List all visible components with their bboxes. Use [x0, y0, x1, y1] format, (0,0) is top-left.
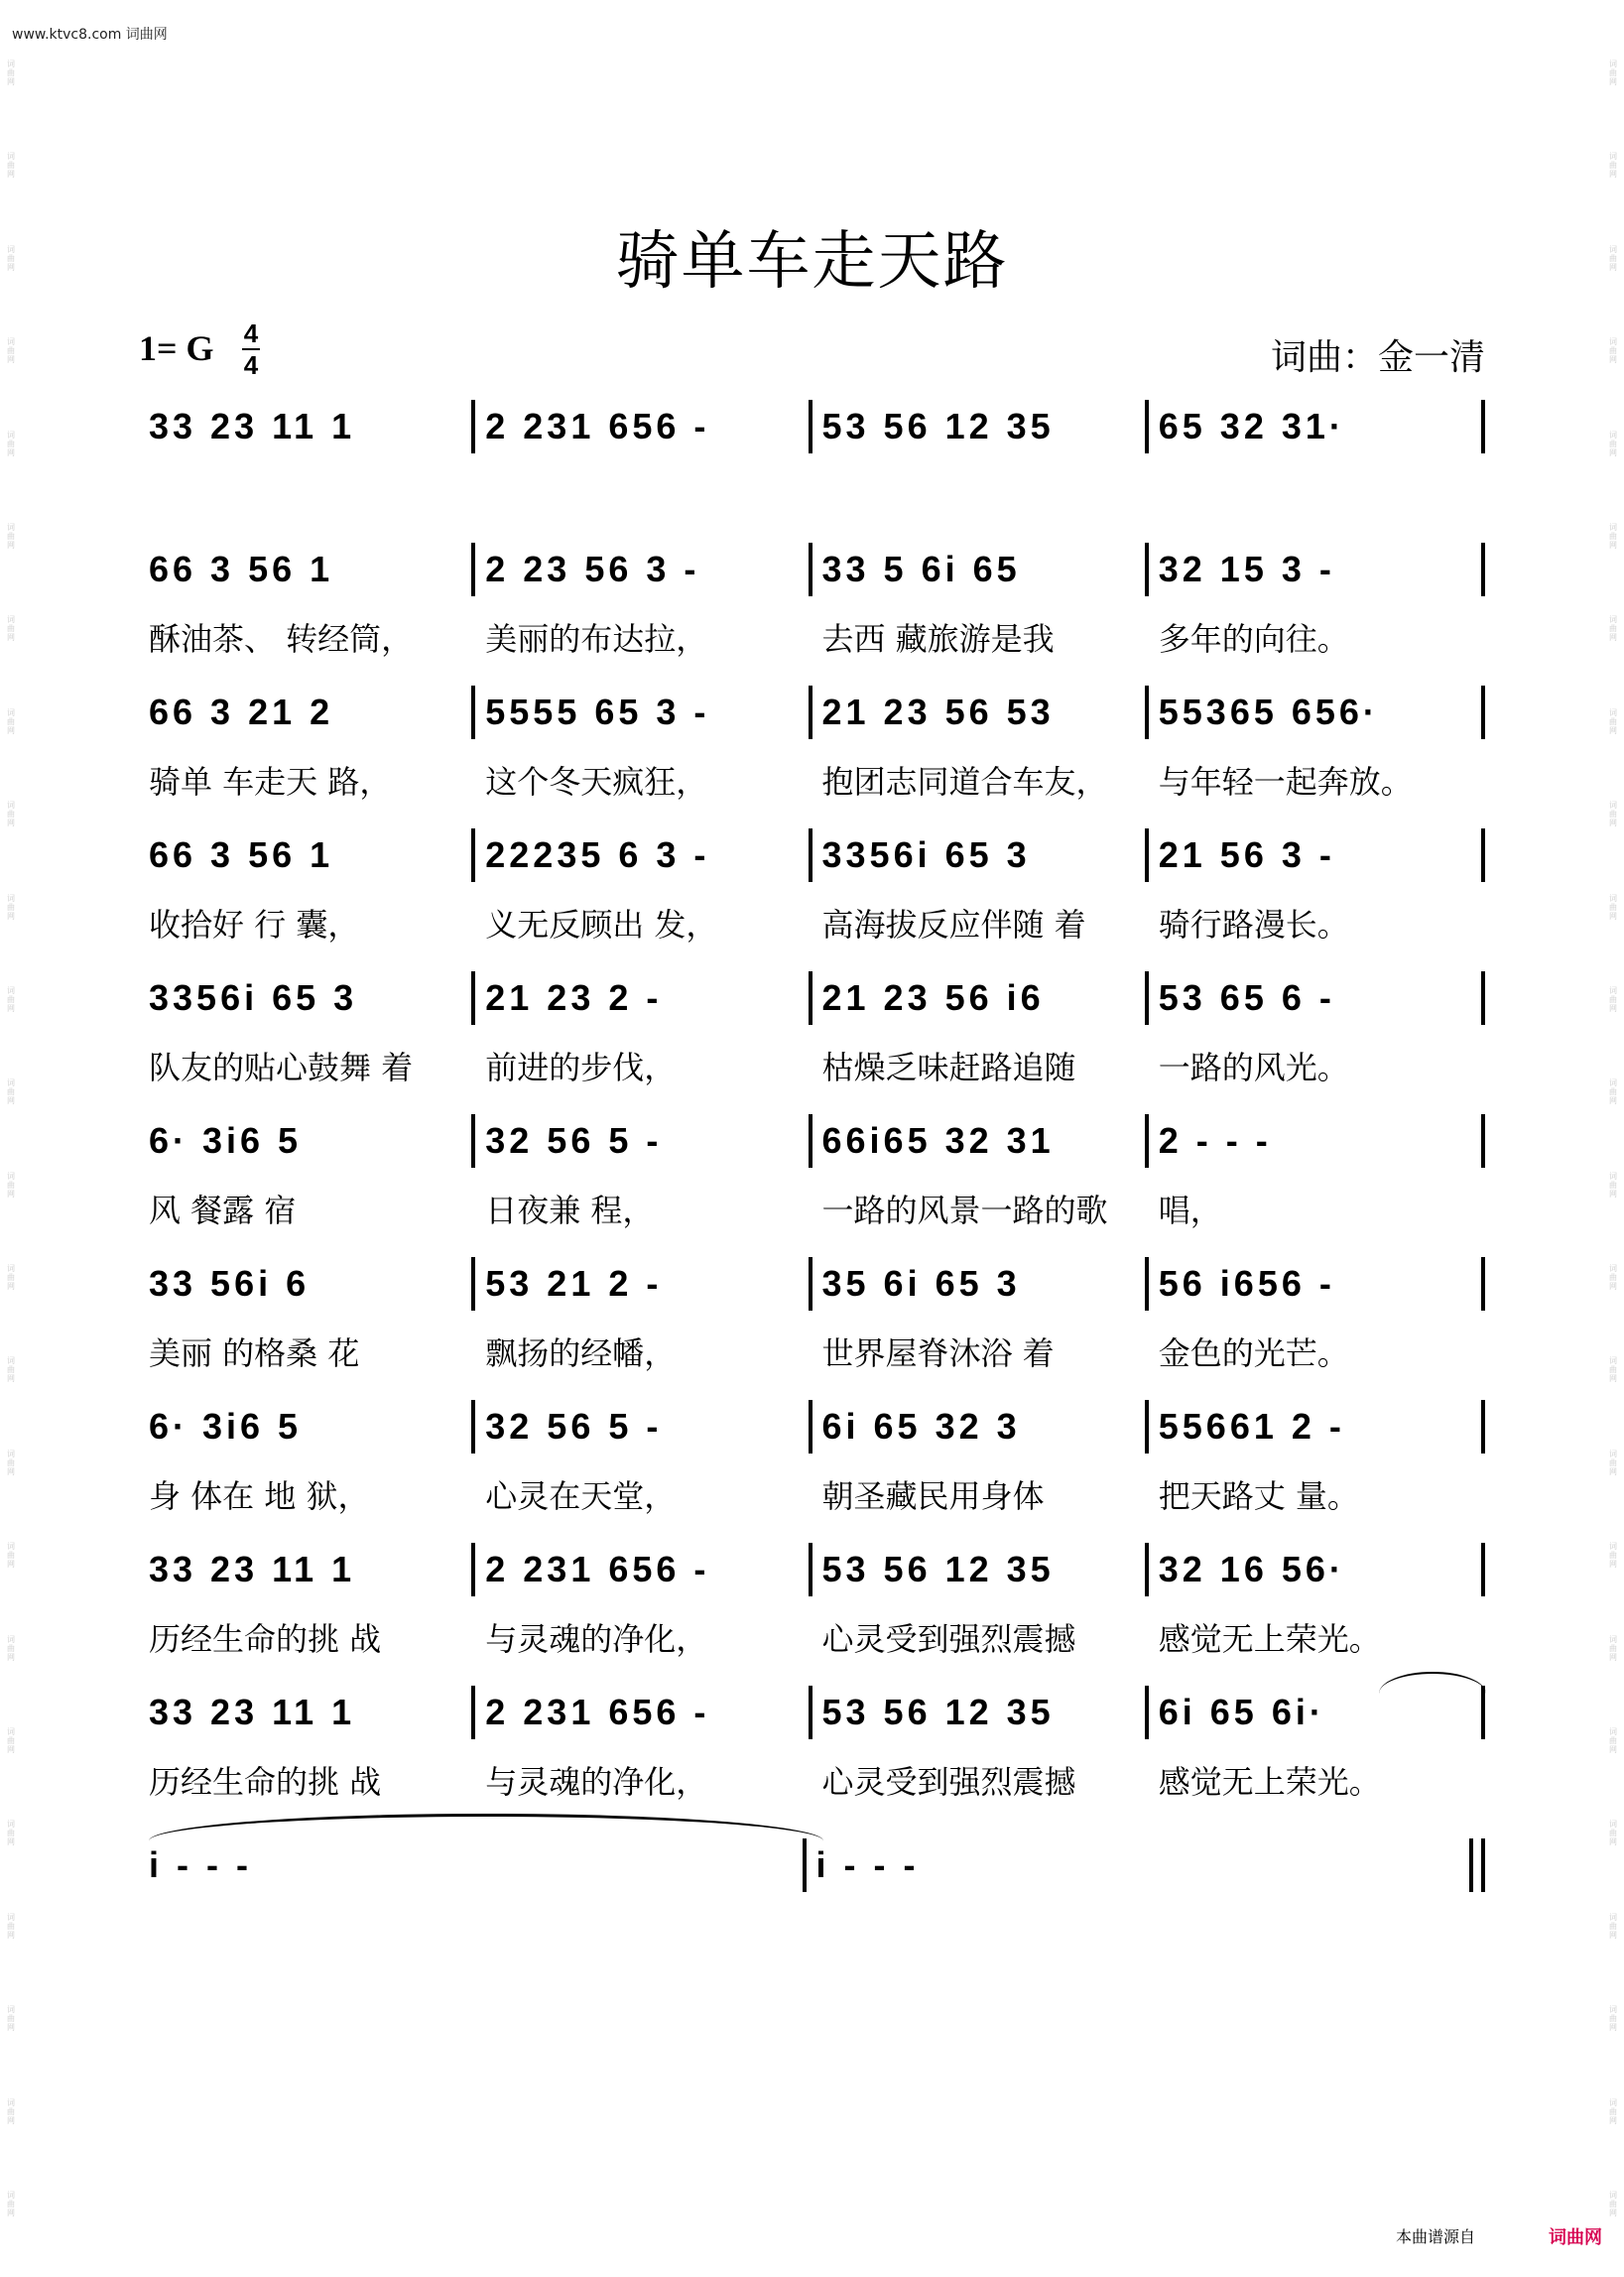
- lyric-phrase: 骑单 车走天 路，: [149, 763, 392, 801]
- watermark-mark: 词曲网: [7, 707, 15, 735]
- measure: 65 32 31·: [1158, 406, 1345, 446]
- lyric-phrase: 高海拔反应伴随 着: [821, 906, 1086, 944]
- lyric-phrase: 心灵在天堂，: [485, 1477, 677, 1515]
- watermark-mark: 词曲网: [7, 2097, 15, 2125]
- watermark-mark: 词曲网: [1609, 2097, 1617, 2125]
- left-watermark: [4, 60, 18, 2217]
- lyric-phrase: 美丽的布达拉，: [485, 620, 708, 658]
- lyric-phrase: 骑行路漫长。: [1158, 906, 1349, 944]
- measure: 21 23 56 53: [821, 692, 1055, 732]
- lyrics-line: [139, 1612, 1485, 1662]
- measure: 53 65 6 -: [1158, 977, 1335, 1018]
- barline: [1481, 1686, 1485, 1739]
- notation-line: [139, 400, 1485, 453]
- measure: 6i 65 32 3: [821, 1406, 1021, 1447]
- measure: 56 i656 -: [1158, 1263, 1335, 1304]
- lyric-phrase: 历经生命的挑 战: [149, 1620, 382, 1658]
- watermark-mark: 词曲网: [1609, 244, 1617, 272]
- lyric-phrase: 去西 藏旅游是我: [821, 620, 1055, 658]
- measure: 32 15 3 -: [1158, 549, 1335, 589]
- barline: [1481, 1543, 1485, 1596]
- site-url: www.ktvc8.com 词曲网: [12, 27, 168, 43]
- score-row: [139, 535, 1485, 678]
- score-row: [139, 392, 1485, 535]
- notation-line: [139, 1686, 1485, 1739]
- right-watermark: [1606, 60, 1620, 2217]
- lyric-phrase: 与灵魂的净化，: [485, 1620, 708, 1658]
- notation-line: [139, 1114, 1485, 1168]
- lyric-phrase: 感觉无上荣光。: [1158, 1763, 1381, 1801]
- notation-line: [139, 1400, 1485, 1454]
- measure: 53 56 12 35: [821, 1549, 1055, 1589]
- lyric-phrase: 与年轻一起奔放。: [1158, 763, 1413, 801]
- measure: 53 21 2 -: [485, 1263, 663, 1304]
- watermark-mark: 词曲网: [7, 1449, 15, 1476]
- watermark-mark: 词曲网: [7, 1820, 15, 1847]
- barline: [1481, 1257, 1485, 1311]
- lyric-phrase: 义无反顾出 发，: [485, 906, 718, 944]
- barline: [1481, 543, 1485, 596]
- measure: 5555 65 3 -: [485, 692, 710, 732]
- watermark-mark: 词曲网: [7, 1727, 15, 1755]
- watermark-mark: 词曲网: [1609, 1820, 1617, 1847]
- notation-line: [139, 686, 1485, 739]
- measure: 33 56i 6: [149, 1263, 311, 1304]
- watermark-mark: 词曲网: [7, 1912, 15, 1940]
- barline: [1481, 1400, 1485, 1454]
- score-row: [139, 1535, 1485, 1678]
- notation-line: [139, 828, 1485, 882]
- lyric-phrase: 日夜兼 程，: [485, 1192, 655, 1229]
- watermark-mark: 词曲网: [7, 244, 15, 272]
- measure: 33 23 11 1: [149, 406, 356, 446]
- measure: 22235 6 3 -: [485, 834, 710, 875]
- lyric-phrase: 与灵魂的净化，: [485, 1763, 708, 1801]
- notation-line: [139, 1257, 1485, 1311]
- score-row: [139, 678, 1485, 821]
- watermark-mark: 词曲网: [7, 522, 15, 550]
- watermark-mark: 词曲网: [7, 1078, 15, 1106]
- end-barline: [1469, 1838, 1473, 1892]
- lyrics-line: [139, 1041, 1485, 1090]
- measure: 33 5 6i 65: [821, 549, 1021, 589]
- watermark-mark: 词曲网: [1609, 1356, 1617, 1384]
- final-row: [139, 1835, 1485, 1895]
- watermark-mark: 词曲网: [1609, 985, 1617, 1013]
- measure: 21 23 2 -: [485, 977, 663, 1018]
- watermark-mark: 词曲网: [1609, 1912, 1617, 1940]
- lyric-phrase: 前进的步伐，: [485, 1049, 677, 1086]
- measure: 35 6i 65 3: [821, 1263, 1021, 1304]
- measure: 2 23 56 3 -: [485, 549, 700, 589]
- watermark-mark: 词曲网: [1609, 707, 1617, 735]
- measure: 6i 65 6i·: [1158, 1692, 1325, 1732]
- barline: [1481, 400, 1485, 453]
- score-row: [139, 821, 1485, 963]
- lyric-phrase: 风 餐露 宿: [149, 1192, 297, 1229]
- barline: [1481, 686, 1485, 739]
- watermark-mark: 词曲网: [7, 1171, 15, 1199]
- watermark-mark: 词曲网: [7, 801, 15, 828]
- watermark-mark: 词曲网: [7, 2190, 15, 2217]
- lyric-phrase: 感觉无上荣光。: [1158, 1620, 1381, 1658]
- measure: 53 56 12 35: [821, 1692, 1055, 1732]
- lyric-phrase: 心灵受到强烈震撼: [821, 1763, 1076, 1801]
- final-measure: i - - -: [149, 1844, 252, 1885]
- watermark-mark: 词曲网: [7, 152, 15, 180]
- watermark-mark: 词曲网: [1609, 1542, 1617, 1570]
- barline: [1481, 971, 1485, 1025]
- watermark-mark: 词曲网: [7, 60, 15, 86]
- lyric-phrase: 美丽 的格桑 花: [149, 1334, 360, 1372]
- score-row: [139, 1249, 1485, 1392]
- lyric-phrase: 历经生命的挑 战: [149, 1763, 382, 1801]
- measure: 32 56 5 -: [485, 1406, 663, 1447]
- final-measure: i - - -: [815, 1844, 920, 1885]
- barline: [1481, 1114, 1485, 1168]
- watermark-mark: 词曲网: [1609, 430, 1617, 457]
- watermark-mark: 词曲网: [7, 1542, 15, 1570]
- watermark-mark: 词曲网: [1609, 337, 1617, 365]
- measure: 21 56 3 -: [1158, 834, 1335, 875]
- watermark-mark: 词曲网: [1609, 893, 1617, 921]
- measure: 33 23 11 1: [149, 1692, 356, 1732]
- watermark-mark: 词曲网: [1609, 2190, 1617, 2217]
- measure: 66 3 56 1: [149, 549, 334, 589]
- lyric-phrase: 一路的风光。: [1158, 1049, 1349, 1086]
- watermark-mark: 词曲网: [1609, 60, 1617, 86]
- lyric-phrase: 唱，: [1158, 1192, 1222, 1229]
- watermark-mark: 词曲网: [7, 337, 15, 365]
- lyric-phrase: 多年的向往。: [1158, 620, 1349, 658]
- watermark-mark: 词曲网: [7, 893, 15, 921]
- score-row: [139, 1106, 1485, 1249]
- watermark-mark: 词曲网: [1609, 2005, 1617, 2033]
- key-signature: 1= G: [139, 328, 214, 368]
- lyric-phrase: 队友的贴心鼓舞 着: [149, 1049, 414, 1086]
- watermark-mark: 词曲网: [1609, 1727, 1617, 1755]
- watermark-mark: 词曲网: [1609, 1171, 1617, 1199]
- song-title: 骑单车走天路: [615, 225, 1009, 299]
- lyric-phrase: 金色的光芒。: [1158, 1334, 1349, 1372]
- lyric-phrase: 这个冬天疯狂，: [485, 763, 708, 801]
- measure: 6· 3i6 5: [149, 1406, 303, 1447]
- time-signature: [242, 319, 260, 379]
- lyrics-line: [139, 755, 1485, 805]
- measure: 21 23 56 i6: [821, 977, 1045, 1018]
- measure: 66i65 32 31: [821, 1120, 1055, 1161]
- credit: 词曲：金一清: [1270, 337, 1485, 378]
- measure: 2 - - -: [1158, 1120, 1272, 1161]
- lyrics-line: [139, 1184, 1485, 1233]
- score-row: [139, 963, 1485, 1106]
- lyric-phrase: 世界屋脊沐浴 着: [821, 1334, 1055, 1372]
- measure: 2 231 656 -: [485, 1692, 710, 1732]
- measure: 66 3 56 1: [149, 834, 334, 875]
- watermark-mark: 词曲网: [1609, 522, 1617, 550]
- notation-line: [139, 971, 1485, 1025]
- measure: 66 3 21 2: [149, 692, 334, 732]
- time-signature-bottom: 4: [243, 350, 259, 380]
- lyrics-line: [139, 1327, 1485, 1376]
- watermark-mark: 词曲网: [1609, 615, 1617, 643]
- lyric-phrase: 朝圣藏民用身体: [821, 1477, 1045, 1515]
- lyric-phrase: 身 体在 地 狱，: [149, 1477, 370, 1515]
- watermark-mark: 词曲网: [1609, 1078, 1617, 1106]
- measure: 32 16 56·: [1158, 1549, 1345, 1589]
- watermark-mark: 词曲网: [1609, 1264, 1617, 1292]
- score-row: [139, 1392, 1485, 1535]
- measure: 32 56 5 -: [485, 1120, 663, 1161]
- watermark-mark: 词曲网: [7, 1634, 15, 1662]
- lyric-phrase: 枯燥乏味赶路追随: [821, 1049, 1076, 1086]
- lyrics-line: [139, 469, 1485, 519]
- watermark-mark: 词曲网: [7, 430, 15, 457]
- barline: [1481, 828, 1485, 882]
- lyric-phrase: 飘扬的经幡，: [485, 1334, 677, 1372]
- footer-logo[interactable]: 词曲网: [1549, 2227, 1602, 2248]
- lyric-phrase: 收拾好 行 囊，: [149, 906, 360, 944]
- measure: 2 231 656 -: [485, 1549, 710, 1589]
- lyrics-line: [139, 1755, 1485, 1805]
- watermark-mark: 词曲网: [1609, 152, 1617, 180]
- watermark-mark: 词曲网: [7, 1356, 15, 1384]
- measure: 3356i 65 3: [821, 834, 1031, 875]
- measure: 55365 656·: [1158, 692, 1379, 732]
- notation-line: [139, 543, 1485, 596]
- lyric-phrase: 一路的风景一路的歌: [821, 1192, 1108, 1229]
- lyrics-line: [139, 898, 1485, 948]
- time-signature-top: 4: [243, 318, 259, 348]
- lyric-phrase: 酥油茶、 转经筒，: [149, 620, 414, 658]
- measure: 2 231 656 -: [485, 406, 710, 446]
- score: [139, 392, 1485, 1821]
- watermark-mark: 词曲网: [1609, 801, 1617, 828]
- measure: 55661 2 -: [1158, 1406, 1345, 1447]
- lyric-phrase: 抱团志同道合车友，: [821, 763, 1108, 801]
- watermark-mark: 词曲网: [7, 615, 15, 643]
- watermark-mark: 词曲网: [7, 1264, 15, 1292]
- measure: 6· 3i6 5: [149, 1120, 303, 1161]
- lyrics-line: [139, 612, 1485, 662]
- lyrics-line: [139, 1469, 1485, 1519]
- measure: 3356i 65 3: [149, 977, 358, 1018]
- lyric-phrase: 把天路丈 量。: [1158, 1477, 1359, 1515]
- footer-source: 本曲谱源自: [1395, 2227, 1475, 2246]
- watermark-mark: 词曲网: [1609, 1449, 1617, 1476]
- watermark-mark: 词曲网: [7, 2005, 15, 2033]
- score-row: [139, 1678, 1485, 1821]
- measure: 53 56 12 35: [821, 406, 1055, 446]
- watermark-mark: 词曲网: [1609, 1634, 1617, 1662]
- measure: 33 23 11 1: [149, 1549, 356, 1589]
- notation-line: [139, 1543, 1485, 1596]
- watermark-mark: 词曲网: [7, 985, 15, 1013]
- lyric-phrase: 心灵受到强烈震撼: [821, 1620, 1076, 1658]
